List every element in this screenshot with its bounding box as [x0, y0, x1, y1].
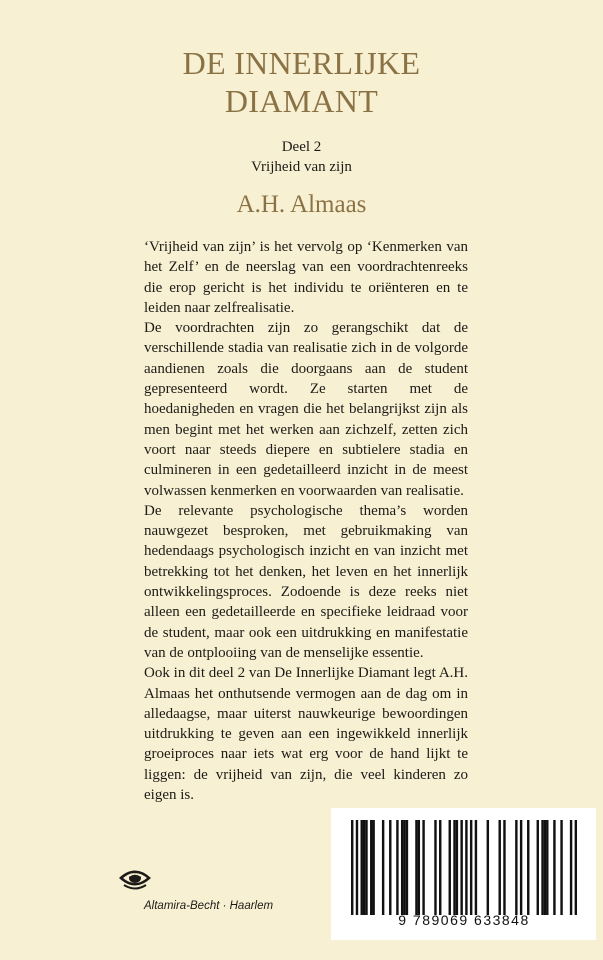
- author-name: A.H. Almaas: [236, 191, 367, 218]
- book-title: [0, 44, 603, 120]
- publisher-block: [110, 858, 320, 918]
- barcode: [331, 808, 596, 940]
- title-line-1: DE INNERLIJKE: [182, 45, 421, 81]
- blurb-paragraph: ‘Vrijheid van zijn’ is het vervolg op ‘Kenmerken van het Zelf’ en de neerslag van een voordrachtenreeks die erop gericht is het individu te oriënteren en te leiden naar zelfrealisatie.: [144, 239, 468, 316]
- volume-info: [0, 137, 603, 177]
- blurb-paragraph: De relevante psychologische thema’s worden nauwgezet besproken, met gebruikmaking van hedendaags psychologisch inzicht en van inzicht met betrekking tot het denken, het leven en het innerlijk ontwikkelingsproces. Zodoende is deze reeks niet alleen een gedetailleerde en specifieke leidraad voor de student, maar ook een uitdrukking en manifestatie van de ontplooiing van de menselijke essentie.: [144, 502, 468, 661]
- part-label: Deel 2: [281, 139, 322, 155]
- blurb-text: [144, 237, 468, 805]
- title-line-2: DIAMANT: [224, 83, 379, 119]
- blurb-paragraph: De voordrachten zijn zo gerangschikt dat de verschillende stadia van realisatie zich in de volgorde aandienen zoals die doorgaans aan de student gepresenteerd wordt. Ze starten met de hoedanigheden en vragen die het belangrijkst zijn als men begint met het werken aan zichzelf, zetten zich voort naar steeds diepere en subtielere stadia en culmineren in een gedetailleerd inzicht in de meest volwassen kenmerken en voorwaarden van realisatie.: [144, 320, 468, 499]
- isbn-number: 9 789069 633848: [398, 912, 530, 928]
- blurb-paragraph: Ook in dit deel 2 van De Innerlijke Diamant legt A.H. Almaas het onthutsende vermogen aan de dag om in alledaagse, maar uiterst nauwkeurige bewoordingen uitdrukking te geven aan een ingewikkeld innerlijk groeiproces naar iets wat erg voor de hand lijkt te liggen: de vrijheid van zijn, die veel kinderen zo eigen is.: [144, 665, 468, 804]
- barcode-bars: [351, 820, 577, 915]
- publisher-name: Altamira-Becht · Haarlem: [144, 900, 274, 912]
- eye-logo-icon: [116, 858, 154, 896]
- volume-subtitle: Vrijheid van zijn: [251, 159, 352, 175]
